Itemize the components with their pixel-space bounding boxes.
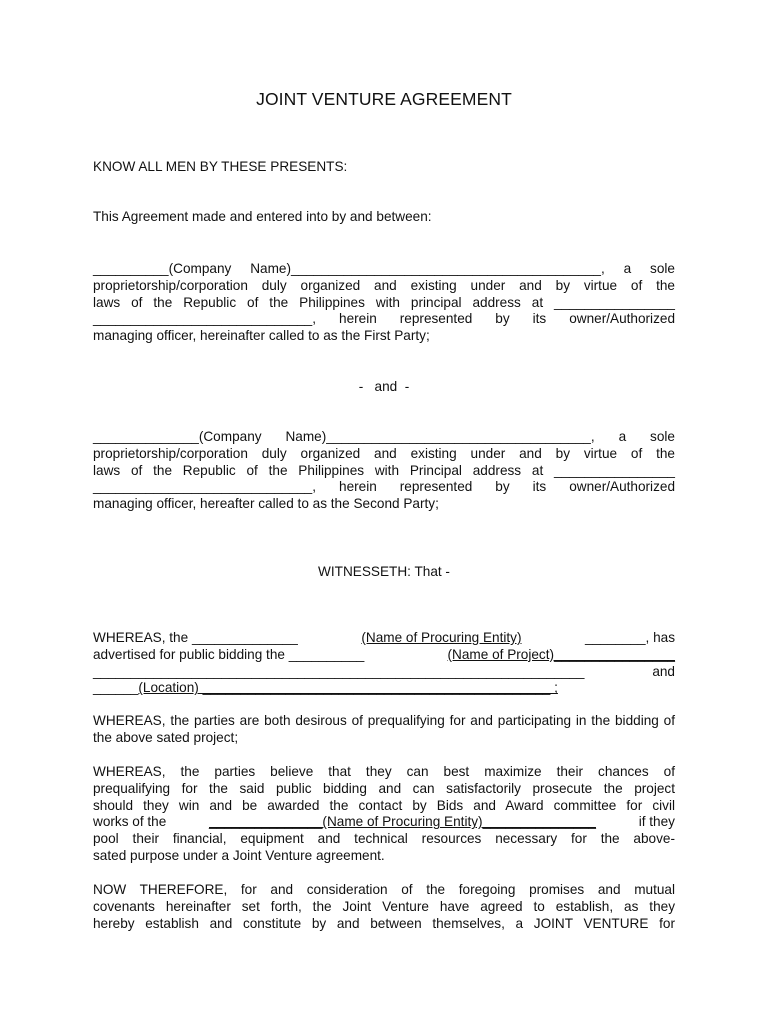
intro-line: This Agreement made and entered into by and between:	[93, 209, 432, 224]
whereas-3-text: if they	[638, 814, 675, 830]
project-name-placeholder: (Name of Project)________________	[447, 646, 675, 662]
second-party-paragraph	[93, 429, 675, 513]
second-party-line: ______________(Company Name)___________________________________, a sole	[93, 429, 675, 444]
whereas-2-paragraph: WHEREAS, the parties are both desirous of prequalifying for and participating in the bidding of the above sated project;	[93, 713, 675, 745]
whereas-1-text: advertised for public bidding the __________	[93, 646, 365, 662]
second-party-line: proprietorship/corporation duly organized and existing under and by virtue of the	[93, 445, 675, 461]
whereas-1-paragraph	[93, 630, 675, 697]
first-party-line: __________(Company Name)_________________________________________, a sole	[93, 261, 675, 276]
whereas-3-line: WHEREAS, the parties believe that they can best maximize their chances of	[93, 764, 675, 779]
whereas-3-line: sated purpose under a Joint Venture agreement.	[93, 847, 385, 863]
witnesseth-heading: WITNESSETH: That -	[318, 564, 450, 579]
whereas-3-text: works of the	[93, 814, 167, 830]
first-party-line: proprietorship/corporation duly organized and existing under and by virtue of the	[93, 277, 675, 293]
whereas-3-line	[93, 814, 675, 831]
whereas-1-text: WHEREAS, the ______________	[93, 630, 298, 645]
whereas-1-line	[93, 680, 675, 697]
second-party-line: laws of the Republic of the Philippines with Principal address at ________________	[93, 462, 675, 478]
whereas-1-line	[93, 630, 675, 647]
whereas-1-line: _________________________________________________________________ and	[93, 663, 675, 679]
first-party-line: managing officer, hereinafter called to as the First Party;	[93, 328, 430, 344]
first-party-line: laws of the Republic of the Philippines with principal address at ________________	[93, 294, 675, 310]
procuring-entity-placeholder: _______________(Name of Procuring Entity)_______________	[209, 814, 596, 830]
now-therefore-paragraph	[93, 882, 675, 932]
opening-line: KNOW ALL MEN BY THESE PRESENTS:	[93, 159, 348, 174]
second-party-line: _____________________________, herein represented by its owner/Authorized	[93, 479, 675, 495]
now-therefore-line: hereby establish and constitute by and between themselves, a JOINT VENTURE for	[93, 915, 675, 931]
first-party-line: _____________________________, herein represented by its owner/Authorized	[93, 311, 675, 327]
now-therefore-line: covenants hereinafter set forth, the Joint Venture have agreed to establish, as they	[93, 898, 675, 914]
whereas-3-paragraph	[93, 764, 675, 865]
and-separator: - and -	[358, 379, 410, 394]
whereas-3-line: prequalifying for the said public bidding and can satisfactorily prosecute the project	[93, 780, 675, 796]
second-party-line: managing officer, hereafter called to as the Second Party;	[93, 496, 439, 512]
whereas-1-text: ______	[93, 680, 139, 696]
whereas-3-line: should they win and be awarded the contact by Bids and Award committee for civil	[93, 797, 675, 813]
whereas-1-text: ________, has	[585, 630, 675, 645]
procuring-entity-placeholder: (Name of Procuring Entity)	[361, 630, 522, 645]
location-placeholder: (Location) ______________________________________________ ;	[138, 680, 558, 696]
whereas-3-line: pool their financial, equipment and technical resources necessary for the above-	[93, 831, 675, 847]
now-therefore-line: NOW THEREFORE, for and consideration of the foregoing promises and mutual	[93, 882, 675, 897]
first-party-paragraph	[93, 261, 675, 345]
whereas-1-line	[93, 647, 675, 664]
document-title: JOINT VENTURE AGREEMENT	[256, 89, 512, 109]
